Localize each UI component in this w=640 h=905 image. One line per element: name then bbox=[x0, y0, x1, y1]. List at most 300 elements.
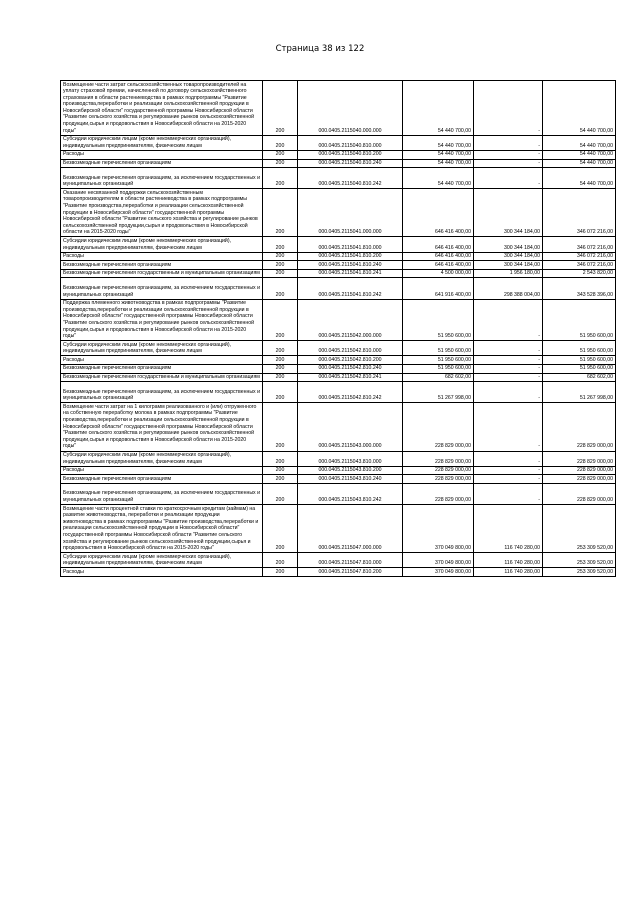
row-executed-amount-cell-text: 300 344 184,00 bbox=[503, 261, 540, 268]
row-classification-code-cell-text: 000.0405.2115041.810.000 bbox=[318, 244, 382, 251]
row-code-cell bbox=[263, 475, 298, 484]
row-name-cell-text: Возмещение части процентной ставки по краткосрочным кредитам (займам) на развитие животноводства, переработки и реализации продукции животноводства в рамках подпрограммы "Развитие производства,переработки и реализации сельскохозяйственной продукции в Новосибирской области" государственной программы Новосибирской области "Развитие сельского хозяйства и регулирование рынков сельскохозяйственной продукции,сырья и продовольствия в Новосибирской области на 2015-2020 годы" bbox=[63, 505, 259, 552]
row-name-cell-text: Субсидии юридическим лицам (кроме некоммерческих организаций), индивидуальным предпринимателям, физическим лицам bbox=[63, 341, 231, 355]
table-row bbox=[61, 168, 616, 189]
row-remaining-amount-cell-text: 346 072 216,00 bbox=[576, 229, 613, 236]
row-approved-amount-cell-text: 51 950 600,00 bbox=[437, 333, 471, 340]
row-classification-code-cell bbox=[298, 278, 403, 299]
row-approved-amount-cell-text: 646 416 400,00 bbox=[434, 244, 471, 251]
row-classification-code-cell bbox=[298, 189, 403, 237]
row-approved-amount-cell bbox=[403, 252, 474, 261]
row-approved-amount-cell bbox=[403, 505, 474, 553]
row-executed-amount-cell bbox=[474, 475, 543, 484]
row-approved-amount-cell bbox=[403, 475, 474, 484]
row-executed-amount-cell-text: - bbox=[538, 395, 540, 402]
row-approved-amount-cell-text: 51 950 600,00 bbox=[437, 365, 471, 372]
row-name-cell-text: Субсидии юридическим лицам (кроме некоммерческих организаций), индивидуальным предпринимателям, физическим лицам bbox=[63, 452, 231, 465]
row-approved-amount-cell-text: 646 416 400,00 bbox=[434, 261, 471, 268]
row-code-cell-text: 200 bbox=[275, 475, 285, 482]
row-remaining-amount-cell bbox=[543, 159, 616, 168]
row-classification-code-cell-text: 000.0405.2115042.810.241 bbox=[318, 374, 382, 381]
row-code-cell bbox=[263, 373, 298, 382]
row-code-cell-text: 200 bbox=[275, 160, 285, 167]
row-name-cell bbox=[61, 451, 263, 466]
row-remaining-amount-cell bbox=[543, 269, 616, 278]
row-name-cell bbox=[61, 466, 263, 475]
row-classification-code-cell bbox=[298, 159, 403, 168]
row-executed-amount-cell bbox=[474, 382, 543, 403]
row-approved-amount-cell-text: 54 440 700,00 bbox=[437, 160, 471, 167]
row-code-cell bbox=[263, 403, 298, 451]
row-name-cell bbox=[61, 299, 263, 341]
row-code-cell-text: 200 bbox=[275, 443, 285, 450]
budget-table-body bbox=[61, 81, 616, 577]
row-code-cell-text: 200 bbox=[275, 261, 285, 268]
row-executed-amount-cell bbox=[474, 269, 543, 278]
row-remaining-amount-cell-text: 346 072 216,00 bbox=[576, 261, 613, 268]
row-approved-amount-cell-text: 228 829 000,00 bbox=[434, 467, 471, 474]
row-classification-code-cell bbox=[298, 168, 403, 189]
row-code-cell bbox=[263, 299, 298, 341]
row-code-cell-text: 200 bbox=[275, 356, 285, 363]
table-row bbox=[61, 237, 616, 252]
row-executed-amount-cell-text: - bbox=[538, 496, 540, 503]
row-code-cell-text: 200 bbox=[275, 467, 285, 474]
row-name-cell-text: Возмещение части затрат сельскохозяйственных товаропроизводителей на уплату страховой премии, начисленной по договору сельскохозяйственного страхования в области растениеводства в рамках подпрограммы "Развитие производства,переработки и реализации сельскохозяйственной продукции в Новосибирской области" государственной программы Новосибирской области "Развитие сельского хозяйства и регулирование рынков сельскохозяйственной продукции,сырья и продовольствия в Новосибирской области на 2015-2020 годы" bbox=[63, 81, 255, 134]
table-row bbox=[61, 403, 616, 451]
row-code-cell bbox=[263, 81, 298, 136]
row-classification-code-cell bbox=[298, 135, 403, 150]
row-executed-amount-cell bbox=[474, 364, 543, 373]
row-code-cell-text: 200 bbox=[275, 496, 285, 503]
row-classification-code-cell-text: 000.0405.2115040.000.000 bbox=[318, 127, 382, 134]
row-name-cell-text: Расходы bbox=[63, 253, 84, 260]
row-code-cell bbox=[263, 168, 298, 189]
row-remaining-amount-cell-text: 228 829 000,00 bbox=[576, 496, 613, 503]
row-code-cell bbox=[263, 451, 298, 466]
row-approved-amount-cell-text: 54 440 700,00 bbox=[437, 151, 471, 158]
row-classification-code-cell-text: 000.0405.2115042.000.000 bbox=[318, 333, 382, 340]
row-executed-amount-cell-text: - bbox=[538, 181, 540, 188]
row-executed-amount-cell-text: - bbox=[538, 475, 540, 482]
table-row bbox=[61, 341, 616, 356]
row-remaining-amount-cell-text: 54 440 700,00 bbox=[579, 181, 613, 188]
row-name-cell-text: Расходы bbox=[63, 356, 84, 363]
row-approved-amount-cell bbox=[403, 341, 474, 356]
row-classification-code-cell-text: 000.0405.2115043.810.200 bbox=[318, 467, 382, 474]
row-approved-amount-cell-text: 641 916 400,00 bbox=[434, 291, 471, 298]
row-classification-code-cell bbox=[298, 451, 403, 466]
row-classification-code-cell-text: 000.0405.2115047.810.000 bbox=[318, 560, 382, 567]
row-classification-code-cell-text: 000.0405.2115042.810.000 bbox=[318, 348, 382, 355]
row-remaining-amount-cell bbox=[543, 237, 616, 252]
page-number-header: Страница 38 из 122 bbox=[275, 44, 365, 54]
row-executed-amount-cell-text: - bbox=[538, 127, 540, 134]
row-classification-code-cell-text: 000.0405.2115047.000.000 bbox=[318, 545, 382, 552]
row-approved-amount-cell-text: 370 049 800,00 bbox=[434, 568, 471, 575]
row-executed-amount-cell-text: - bbox=[538, 374, 540, 381]
row-name-cell bbox=[61, 356, 263, 365]
row-executed-amount-cell-text: - bbox=[538, 365, 540, 372]
row-remaining-amount-cell-text: 253 309 520,00 bbox=[576, 545, 613, 552]
table-row bbox=[61, 364, 616, 373]
row-code-cell-text: 200 bbox=[275, 365, 285, 372]
row-classification-code-cell bbox=[298, 553, 403, 568]
row-remaining-amount-cell bbox=[543, 135, 616, 150]
budget-table bbox=[60, 80, 616, 577]
row-approved-amount-cell bbox=[403, 81, 474, 136]
row-executed-amount-cell-text: - bbox=[538, 458, 540, 465]
row-name-cell bbox=[61, 341, 263, 356]
row-approved-amount-cell bbox=[403, 403, 474, 451]
row-executed-amount-cell bbox=[474, 189, 543, 237]
row-executed-amount-cell bbox=[474, 451, 543, 466]
row-remaining-amount-cell bbox=[543, 403, 616, 451]
row-classification-code-cell bbox=[298, 341, 403, 356]
row-name-cell bbox=[61, 505, 263, 553]
row-approved-amount-cell bbox=[403, 237, 474, 252]
row-approved-amount-cell bbox=[403, 356, 474, 365]
row-code-cell-text: 200 bbox=[275, 374, 285, 381]
row-code-cell-text: 200 bbox=[275, 142, 285, 149]
row-classification-code-cell-text: 000.0405.2115047.810.200 bbox=[318, 568, 382, 575]
row-executed-amount-cell bbox=[474, 299, 543, 341]
table-row bbox=[61, 261, 616, 270]
row-remaining-amount-cell bbox=[543, 189, 616, 237]
row-name-cell bbox=[61, 403, 263, 451]
row-approved-amount-cell bbox=[403, 568, 474, 577]
row-executed-amount-cell bbox=[474, 373, 543, 382]
row-approved-amount-cell bbox=[403, 135, 474, 150]
row-remaining-amount-cell bbox=[543, 356, 616, 365]
row-name-cell bbox=[61, 252, 263, 261]
row-remaining-amount-cell bbox=[543, 553, 616, 568]
row-approved-amount-cell-text: 646 416 400,00 bbox=[434, 253, 471, 260]
row-remaining-amount-cell bbox=[543, 299, 616, 341]
table-row bbox=[61, 269, 616, 278]
table-row bbox=[61, 466, 616, 475]
row-executed-amount-cell-text: - bbox=[538, 348, 540, 355]
row-classification-code-cell bbox=[298, 364, 403, 373]
row-executed-amount-cell bbox=[474, 135, 543, 150]
row-code-cell bbox=[263, 269, 298, 278]
row-executed-amount-cell-text: 300 344 184,00 bbox=[503, 244, 540, 251]
row-name-cell-text: Расходы bbox=[63, 151, 84, 158]
row-code-cell-text: 200 bbox=[275, 291, 285, 298]
row-name-cell bbox=[61, 475, 263, 484]
row-executed-amount-cell bbox=[474, 278, 543, 299]
row-remaining-amount-cell bbox=[543, 261, 616, 270]
row-remaining-amount-cell-text: 253 309 520,00 bbox=[576, 560, 613, 567]
table-row bbox=[61, 505, 616, 553]
row-approved-amount-cell-text: 228 829 000,00 bbox=[434, 443, 471, 450]
row-executed-amount-cell-text: 116 740 280,00 bbox=[504, 568, 540, 575]
row-code-cell bbox=[263, 568, 298, 577]
row-approved-amount-cell bbox=[403, 466, 474, 475]
row-name-cell-text: Безвозмездные перечисления организациям bbox=[63, 261, 172, 268]
table-row bbox=[61, 451, 616, 466]
row-executed-amount-cell bbox=[474, 466, 543, 475]
row-name-cell-text: Поддержка племенного животноводства в рамках подпрограммы "Развитие производства,переработки и реализации сельскохозяйственной продукции в Новосибирской области" государственной программы Новосибирской области "Развитие сельского хозяйства и регулирование рынков сельскохозяйственной продукции,сырья и продовольствия в Новосибирской области на 2015-2020 годы" bbox=[63, 300, 255, 340]
row-classification-code-cell bbox=[298, 475, 403, 484]
row-code-cell bbox=[263, 483, 298, 504]
row-classification-code-cell bbox=[298, 237, 403, 252]
row-classification-code-cell-text: 000.0405.2115041.810.200 bbox=[318, 253, 382, 260]
row-approved-amount-cell bbox=[403, 299, 474, 341]
row-remaining-amount-cell bbox=[543, 373, 616, 382]
row-approved-amount-cell-text: 51 267 998,00 bbox=[437, 395, 471, 402]
row-executed-amount-cell bbox=[474, 237, 543, 252]
row-code-cell bbox=[263, 382, 298, 403]
row-approved-amount-cell-text: 51 950 600,00 bbox=[437, 356, 471, 363]
row-name-cell bbox=[61, 269, 263, 278]
row-classification-code-cell bbox=[298, 466, 403, 475]
row-approved-amount-cell-text: 370 049 800,00 bbox=[434, 560, 471, 567]
row-code-cell bbox=[263, 278, 298, 299]
table-row bbox=[61, 81, 616, 136]
row-name-cell-text: Безвозмездные перечисления организациям, за исключением государственных и муниципальных организаций bbox=[63, 388, 260, 402]
row-classification-code-cell bbox=[298, 568, 403, 577]
row-classification-code-cell-text: 000.0405.2115040.810.000 bbox=[318, 142, 382, 149]
row-classification-code-cell-text: 000.0405.2115041.000.000 bbox=[318, 229, 382, 236]
table-row bbox=[61, 553, 616, 568]
row-remaining-amount-cell bbox=[543, 568, 616, 577]
row-executed-amount-cell-text: 116 740 280,00 bbox=[504, 545, 540, 552]
row-name-cell-text: Расходы bbox=[63, 467, 84, 474]
row-name-cell bbox=[61, 159, 263, 168]
row-executed-amount-cell-text: 116 740 280,00 bbox=[504, 560, 540, 567]
row-name-cell bbox=[61, 168, 263, 189]
table-row bbox=[61, 150, 616, 159]
row-code-cell bbox=[263, 341, 298, 356]
row-classification-code-cell bbox=[298, 483, 403, 504]
row-approved-amount-cell-text: 54 440 700,00 bbox=[437, 127, 471, 134]
row-approved-amount-cell-text: 51 950 600,00 bbox=[437, 348, 471, 355]
row-classification-code-cell-text: 000.0405.2115042.810.240 bbox=[318, 365, 382, 372]
row-name-cell-text: Субсидии юридическим лицам (кроме некоммерческих организаций), индивидуальным предпринимателям, физическим лицам bbox=[63, 136, 231, 149]
row-executed-amount-cell-text: - bbox=[538, 333, 540, 340]
row-classification-code-cell-text: 000.0405.2115040.810.240 bbox=[318, 160, 382, 167]
row-classification-code-cell-text: 000.0405.2115043.810.000 bbox=[318, 458, 382, 465]
row-approved-amount-cell bbox=[403, 168, 474, 189]
row-name-cell-text: Возмещение части затрат на 1 килограмм реализованного и (или) отгруженного на собственную переработку молока в рамках подпрограммы "Развитие производства,переработки и реализации сельскохозяйственной продукции в Новосибирской области" государственной программы Новосибирской области "Развитие сельского хозяйства и регулирование рынков сельскохозяйственной продукции,сырья и продовольствия в Новосибирской области на 2015-2020 годы" bbox=[63, 403, 257, 450]
row-approved-amount-cell-text: 4 500 000,00 bbox=[440, 270, 471, 277]
row-remaining-amount-cell bbox=[543, 505, 616, 553]
row-name-cell-text: Безвозмездные перечисления организациям, за исключением государственных и муниципальных организаций bbox=[63, 174, 260, 188]
row-code-cell bbox=[263, 237, 298, 252]
row-remaining-amount-cell bbox=[543, 475, 616, 484]
row-name-cell-text: Субсидии юридическим лицам (кроме некоммерческих организаций), индивидуальным предпринимателям, физическим лицам bbox=[63, 237, 231, 251]
row-remaining-amount-cell-text: 51 950 600,00 bbox=[579, 356, 613, 363]
row-approved-amount-cell bbox=[403, 189, 474, 237]
row-name-cell-text: Безвозмездные перечисления организациям bbox=[63, 160, 172, 167]
row-approved-amount-cell bbox=[403, 373, 474, 382]
table-row bbox=[61, 252, 616, 261]
row-code-cell bbox=[263, 189, 298, 237]
row-executed-amount-cell bbox=[474, 553, 543, 568]
row-remaining-amount-cell-text: 54 440 700,00 bbox=[579, 142, 613, 149]
row-remaining-amount-cell-text: 51 950 600,00 bbox=[579, 333, 613, 340]
row-classification-code-cell bbox=[298, 505, 403, 553]
row-name-cell bbox=[61, 278, 263, 299]
table-row bbox=[61, 299, 616, 341]
row-classification-code-cell-text: 000.0405.2115042.810.242 bbox=[318, 395, 382, 402]
row-name-cell-text: Безвозмездные перечисления государственным и муниципальным организациям bbox=[63, 374, 260, 381]
row-code-cell-text: 200 bbox=[275, 127, 285, 134]
row-code-cell-text: 200 bbox=[275, 181, 285, 188]
row-remaining-amount-cell-text: 54 440 700,00 bbox=[579, 127, 613, 134]
row-name-cell bbox=[61, 189, 263, 237]
row-name-cell bbox=[61, 237, 263, 252]
row-approved-amount-cell bbox=[403, 261, 474, 270]
row-remaining-amount-cell bbox=[543, 150, 616, 159]
row-executed-amount-cell bbox=[474, 150, 543, 159]
row-approved-amount-cell-text: 228 829 000,00 bbox=[434, 475, 471, 482]
row-code-cell-text: 200 bbox=[275, 253, 285, 260]
row-remaining-amount-cell bbox=[543, 451, 616, 466]
row-name-cell bbox=[61, 81, 263, 136]
row-code-cell bbox=[263, 159, 298, 168]
row-name-cell-text: Безвозмездные перечисления организациям bbox=[63, 475, 172, 482]
row-executed-amount-cell-text: - bbox=[538, 356, 540, 363]
row-executed-amount-cell-text: 298 388 004,00 bbox=[503, 291, 540, 298]
row-approved-amount-cell bbox=[403, 382, 474, 403]
row-executed-amount-cell bbox=[474, 81, 543, 136]
row-name-cell-text: Оказание несвязанной поддержки сельскохозяйственным товаропроизводителям в области растениеводства в рамках подпрограммы "Развитие производства,переработки и реализации сельскохозяйственной продукции в Новосибирской области" государственной программы Новосибирской области "Развитие сельского хозяйства и регулирование рынков сельскохозяйственной продукции,сырья и продовольствия в Новосибирской области на 2015-2020 годы" bbox=[63, 189, 258, 236]
row-code-cell bbox=[263, 252, 298, 261]
row-name-cell bbox=[61, 364, 263, 373]
row-classification-code-cell bbox=[298, 382, 403, 403]
row-code-cell bbox=[263, 150, 298, 159]
row-remaining-amount-cell-text: 51 950 600,00 bbox=[579, 365, 613, 372]
row-code-cell bbox=[263, 356, 298, 365]
row-executed-amount-cell-text: 1 956 180,00 bbox=[509, 270, 540, 277]
row-executed-amount-cell bbox=[474, 341, 543, 356]
row-code-cell bbox=[263, 135, 298, 150]
row-classification-code-cell-text: 000.0405.2115042.810.200 bbox=[318, 356, 382, 363]
table-row bbox=[61, 135, 616, 150]
row-executed-amount-cell bbox=[474, 483, 543, 504]
table-row bbox=[61, 356, 616, 365]
row-name-cell-text: Безвозмездные перечисления организациям, за исключением государственных и муниципальных организаций bbox=[63, 490, 260, 503]
row-approved-amount-cell bbox=[403, 269, 474, 278]
row-classification-code-cell-text: 000.0405.2115041.810.240 bbox=[318, 261, 382, 268]
row-remaining-amount-cell-text: 2 543 820,00 bbox=[582, 270, 613, 277]
row-code-cell-text: 200 bbox=[275, 151, 285, 158]
row-remaining-amount-cell-text: 346 072 216,00 bbox=[576, 253, 613, 260]
row-code-cell bbox=[263, 505, 298, 553]
row-name-cell-text: Субсидии юридическим лицам (кроме некоммерческих организаций), индивидуальным предпринимателям, физическим лицам bbox=[63, 553, 231, 567]
row-name-cell-text: Расходы bbox=[63, 568, 84, 575]
row-code-cell bbox=[263, 553, 298, 568]
row-classification-code-cell-text: 000.0405.2115041.810.241 bbox=[318, 270, 382, 277]
row-remaining-amount-cell-text: 228 829 000,00 bbox=[576, 458, 613, 465]
row-name-cell-text: Безвозмездные перечисления государственным и муниципальным организациям bbox=[63, 270, 260, 277]
row-classification-code-cell bbox=[298, 373, 403, 382]
row-code-cell bbox=[263, 466, 298, 475]
table-row bbox=[61, 278, 616, 299]
row-classification-code-cell bbox=[298, 269, 403, 278]
row-code-cell-text: 200 bbox=[275, 229, 285, 236]
row-code-cell-text: 200 bbox=[275, 395, 285, 402]
row-remaining-amount-cell-text: 51 267 998,00 bbox=[579, 395, 613, 402]
row-executed-amount-cell bbox=[474, 505, 543, 553]
row-executed-amount-cell-text: - bbox=[538, 467, 540, 474]
row-executed-amount-cell bbox=[474, 252, 543, 261]
row-name-cell-text: Безвозмездные перечисления организациям bbox=[63, 365, 172, 372]
row-remaining-amount-cell-text: 228 829 000,00 bbox=[576, 443, 613, 450]
row-approved-amount-cell-text: 228 829 000,00 bbox=[434, 458, 471, 465]
row-code-cell-text: 200 bbox=[275, 560, 285, 567]
row-classification-code-cell-text: 000.0405.2115041.810.242 bbox=[318, 291, 382, 298]
row-name-cell bbox=[61, 483, 263, 504]
row-code-cell-text: 200 bbox=[275, 348, 285, 355]
row-code-cell-text: 200 bbox=[275, 244, 285, 251]
row-remaining-amount-cell bbox=[543, 341, 616, 356]
row-executed-amount-cell-text: - bbox=[538, 160, 540, 167]
row-approved-amount-cell bbox=[403, 159, 474, 168]
row-executed-amount-cell bbox=[474, 159, 543, 168]
row-executed-amount-cell bbox=[474, 403, 543, 451]
row-remaining-amount-cell-text: 682 602,00 bbox=[587, 374, 613, 381]
table-row bbox=[61, 382, 616, 403]
row-approved-amount-cell bbox=[403, 553, 474, 568]
row-executed-amount-cell-text: - bbox=[538, 151, 540, 158]
row-remaining-amount-cell bbox=[543, 483, 616, 504]
table-row bbox=[61, 483, 616, 504]
row-name-cell bbox=[61, 373, 263, 382]
row-remaining-amount-cell-text: 51 950 600,00 bbox=[579, 348, 613, 355]
row-remaining-amount-cell-text: 228 829 000,00 bbox=[576, 475, 613, 482]
row-code-cell bbox=[263, 364, 298, 373]
row-remaining-amount-cell-text: 54 440 700,00 bbox=[579, 151, 613, 158]
row-executed-amount-cell bbox=[474, 356, 543, 365]
row-remaining-amount-cell bbox=[543, 382, 616, 403]
table-row bbox=[61, 568, 616, 577]
row-name-cell-text: Безвозмездные перечисления организациям, за исключением государственных и муниципальных организаций bbox=[63, 284, 260, 298]
table-row bbox=[61, 159, 616, 168]
row-remaining-amount-cell bbox=[543, 252, 616, 261]
table-row bbox=[61, 475, 616, 484]
row-remaining-amount-cell bbox=[543, 278, 616, 299]
row-remaining-amount-cell bbox=[543, 81, 616, 136]
row-code-cell-text: 200 bbox=[275, 545, 285, 552]
row-classification-code-cell-text: 000.0405.2115040.810.200 bbox=[318, 151, 382, 158]
row-executed-amount-cell-text: - bbox=[538, 142, 540, 149]
row-executed-amount-cell-text: 300 344 184,00 bbox=[503, 229, 540, 236]
row-code-cell-text: 200 bbox=[275, 270, 285, 277]
row-classification-code-cell-text: 000.0405.2115043.810.240 bbox=[318, 475, 382, 482]
row-remaining-amount-cell bbox=[543, 466, 616, 475]
row-name-cell bbox=[61, 135, 263, 150]
row-name-cell bbox=[61, 261, 263, 270]
row-remaining-amount-cell-text: 253 309 520,00 bbox=[576, 568, 613, 575]
row-name-cell bbox=[61, 553, 263, 568]
row-approved-amount-cell-text: 646 416 400,00 bbox=[434, 229, 471, 236]
row-classification-code-cell bbox=[298, 252, 403, 261]
row-classification-code-cell-text: 000.0405.2115043.000.000 bbox=[318, 443, 382, 450]
row-remaining-amount-cell bbox=[543, 364, 616, 373]
row-approved-amount-cell-text: 54 440 700,00 bbox=[437, 181, 471, 188]
row-executed-amount-cell bbox=[474, 261, 543, 270]
row-classification-code-cell bbox=[298, 261, 403, 270]
row-classification-code-cell-text: 000.0405.2115040.810.242 bbox=[318, 181, 382, 188]
row-executed-amount-cell bbox=[474, 168, 543, 189]
row-approved-amount-cell bbox=[403, 150, 474, 159]
row-remaining-amount-cell-text: 346 072 216,00 bbox=[576, 244, 613, 251]
row-code-cell bbox=[263, 261, 298, 270]
row-executed-amount-cell-text: 300 344 184,00 bbox=[503, 253, 540, 260]
